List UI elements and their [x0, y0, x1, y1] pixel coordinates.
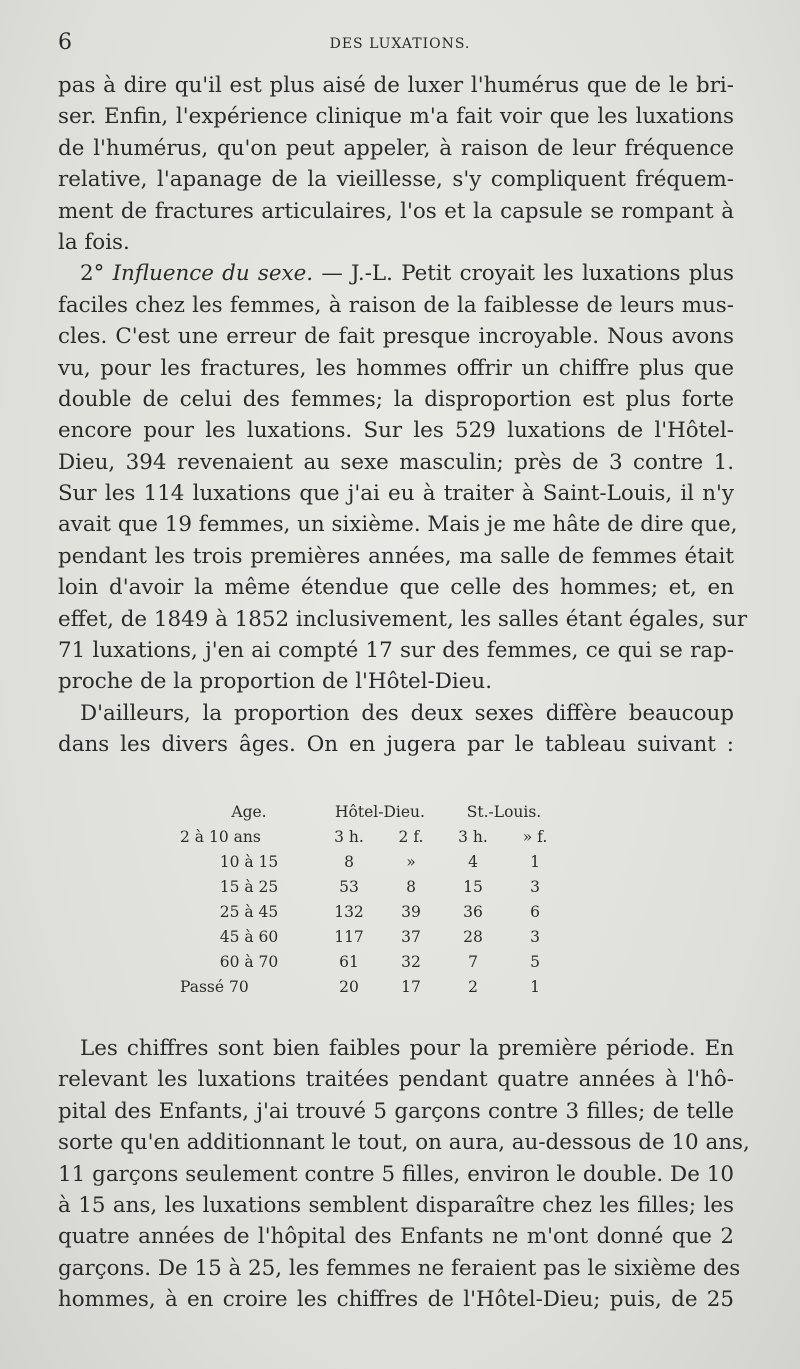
- table-cell: 61: [339, 953, 359, 971]
- text-line: la fois.: [58, 229, 130, 255]
- text-line: pas à dire qu'il est plus aisé de luxer l'humérus que de le bri-: [58, 73, 734, 98]
- text-line: Sur les 114 luxations que j'ai eu à traiter à Saint-Louis, il n'y: [58, 481, 734, 507]
- header-st-louis: St.-Louis.: [466, 803, 542, 821]
- text-line: vu, pour les fractures, les hommes offrir un chiffre plus que: [58, 355, 734, 381]
- section-heading-line: [58, 258, 734, 289]
- age-distribution-table: [180, 800, 620, 1000]
- table-cell: 15 à 25: [219, 878, 279, 896]
- table-row: [180, 825, 620, 850]
- text-line: Dieu, 394 revenaient au sexe masculin; près de 3 contre 1.: [58, 449, 734, 475]
- text-line: hommes, à en croire les chiffres de l'Hôtel-Dieu; puis, de 25: [58, 1287, 734, 1313]
- table-cell: 132: [334, 903, 364, 921]
- table-cell: 7: [468, 953, 478, 971]
- header-hotel-dieu: Hôtel-Dieu.: [335, 803, 425, 821]
- table-cell: 15: [463, 878, 483, 896]
- text-line: encore pour les luxations. Sur les 529 luxations de l'Hôtel-: [58, 418, 734, 444]
- table-cell: 39: [401, 903, 421, 921]
- table-cell: 2 à 10 ans: [180, 828, 261, 846]
- text-line: loin d'avoir la même étendue que celle des hommes; et, en: [58, 575, 734, 601]
- table-cell: 117: [334, 928, 364, 946]
- text-line: proche de la proportion de l'Hôtel-Dieu.: [58, 669, 492, 695]
- header-age: Age.: [231, 803, 267, 821]
- text-line: à 15 ans, les luxations semblent disparaître chez les filles; les: [58, 1192, 734, 1218]
- text-line: avait que 19 femmes, un sixième. Mais je me hâte de dire que,: [58, 512, 738, 538]
- text-line: relative, l'apanage de la vieillesse, s'y compliquent fréquem-: [58, 167, 734, 193]
- text-line: dans les divers âges. On en jugera par le tableau suivant :: [58, 732, 734, 758]
- table-cell: 25 à 45: [219, 903, 279, 921]
- table-cell: 2 f.: [398, 828, 424, 846]
- table-cell: 45 à 60: [219, 928, 279, 946]
- table-row: [180, 950, 620, 975]
- table-cell: 3 h.: [334, 828, 364, 846]
- text-line: Les chiffres sont bien faibles pour la première période. En: [80, 1036, 734, 1061]
- text-line: effet, de 1849 à 1852 inclusivement, les salles étant égales, sur: [58, 606, 748, 632]
- text-block-top: [58, 70, 748, 761]
- text-line: ser. Enfin, l'expérience clinique m'a fait voir que les luxations: [58, 104, 734, 130]
- table-cell: 28: [463, 928, 483, 946]
- table-row: [180, 975, 620, 1000]
- running-title: DES LUXATIONS.: [329, 36, 471, 52]
- table-cell: 10 à 15: [219, 853, 279, 871]
- text-line: pital des Enfants, j'ai trouvé 5 garçons contre 3 filles; de telle: [58, 1098, 734, 1124]
- table-cell: 17: [401, 978, 421, 996]
- text-line: double de celui des femmes; la disproportion est plus forte: [58, 386, 734, 412]
- text-line: 11 garçons seulement contre 5 filles, environ le double. De 10: [58, 1161, 734, 1187]
- text-line: quatre années de l'hôpital des Enfants ne m'ont donné que 2: [58, 1224, 734, 1250]
- text-line: relevant les luxations traitées pendant quatre années à l'hô-: [58, 1067, 734, 1093]
- table-cell: 3: [530, 928, 540, 946]
- table-cell: 37: [401, 928, 421, 946]
- text-line: ment de fractures articulaires, l'os et la capsule se rompant à: [58, 198, 734, 224]
- text-line: garçons. De 15 à 25, les femmes ne feraient pas le sixième des: [58, 1255, 741, 1281]
- table-row: [180, 900, 620, 925]
- table-cell: »: [406, 853, 416, 871]
- table-cell: 60 à 70: [219, 953, 279, 971]
- section-number: 2°: [80, 261, 113, 287]
- table-cell: » f.: [522, 828, 548, 846]
- text-line: de l'humérus, qu'on peut appeler, à raison de leur fréquence: [58, 135, 734, 161]
- table-header-row: [180, 800, 620, 825]
- section-text: — J.-L. Petit croyait les luxations plus: [313, 261, 734, 287]
- table-cell: 1: [530, 853, 540, 871]
- table-cell: 1: [530, 978, 540, 996]
- table-cell: 20: [339, 978, 359, 996]
- text-block-bottom: [58, 1033, 750, 1316]
- table-cell: 6: [530, 903, 540, 921]
- text-line: sorte qu'en additionnant le tout, on aura, au-dessous de 10 ans,: [58, 1130, 750, 1156]
- table-row: [180, 850, 620, 875]
- table-cell: 53: [339, 878, 359, 896]
- text-line: cles. C'est une erreur de fait presque incroyable. Nous avons: [58, 324, 734, 350]
- text-line: 71 luxations, j'en ai compté 17 sur des femmes, ce qui se rap-: [58, 638, 734, 664]
- table-row: [180, 875, 620, 900]
- table-row: [180, 925, 620, 950]
- text-line: faciles chez les femmes, à raison de la faiblesse de leurs mus-: [58, 292, 734, 318]
- table-cell: 3: [530, 878, 540, 896]
- table-cell: 5: [530, 953, 540, 971]
- table-body: [180, 825, 620, 1000]
- table-cell: 8: [406, 878, 416, 896]
- text-line: D'ailleurs, la proportion des deux sexes diffère beaucoup: [80, 700, 734, 726]
- text-line: pendant les trois premières années, ma salle de femmes était: [58, 543, 734, 569]
- table-cell: Passé 70: [180, 978, 249, 996]
- table-cell: 36: [463, 903, 483, 921]
- table-cell: 3 h.: [458, 828, 488, 846]
- table-cell: 2: [468, 978, 478, 996]
- section-title: Influence du sexe.: [112, 261, 314, 287]
- table-cell: 8: [344, 853, 354, 871]
- table-cell: 4: [468, 853, 478, 871]
- table-cell: 32: [401, 953, 421, 971]
- page-number: 6: [58, 30, 72, 55]
